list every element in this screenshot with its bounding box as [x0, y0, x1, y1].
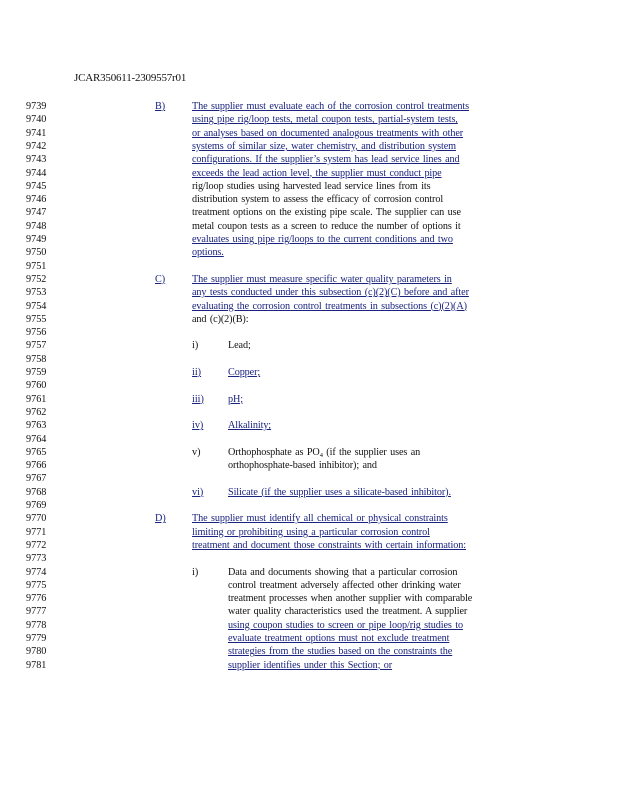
document-line	[26, 539, 606, 552]
line-number: 9742	[26, 140, 47, 152]
line-number: 9751	[26, 260, 47, 272]
list-marker: iii)	[192, 393, 204, 405]
document-line	[26, 592, 606, 605]
document-line	[26, 552, 606, 565]
list-marker: ii)	[192, 367, 202, 378]
document-line	[26, 100, 606, 113]
line-text: orthophosphate-based inhibitor); and	[228, 460, 377, 472]
line-text: options.	[192, 247, 224, 259]
line-number: 9750	[26, 247, 47, 259]
line-number: 9764	[26, 433, 47, 445]
document-line	[26, 379, 606, 392]
line-number: 9753	[26, 287, 47, 299]
line-text: strategies from the studies based on the constraints the	[228, 646, 453, 658]
document-line	[26, 605, 606, 618]
line-text: water quality characteristics used the treatment. A supplier	[228, 606, 468, 618]
line-text: evaluate treatment options must not exclude treatment	[228, 633, 450, 644]
line-number: 9759	[26, 367, 47, 378]
line-number: 9754	[26, 300, 47, 312]
document-line	[26, 206, 606, 219]
line-number: 9763	[26, 420, 47, 432]
document-line	[26, 220, 606, 233]
document-line	[26, 273, 606, 286]
line-text: Copper;	[228, 367, 261, 378]
document-line	[26, 326, 606, 339]
document-line	[26, 446, 606, 459]
line-text: any tests conducted under this subsection (c)(2)(C) before and after	[192, 287, 469, 299]
document-line	[26, 645, 606, 658]
list-marker: B)	[155, 101, 166, 112]
document-line	[26, 406, 606, 419]
line-text: The supplier must measure specific water quality parameters in	[192, 273, 452, 285]
document-line	[26, 619, 606, 632]
line-number: 9769	[26, 500, 47, 511]
document-line	[26, 472, 606, 485]
line-text: Silicate (if the supplier uses a silicate-based inhibitor).	[228, 486, 451, 498]
document-line	[26, 632, 606, 645]
line-number: 9772	[26, 539, 47, 551]
document-line	[26, 486, 606, 499]
line-number: 9746	[26, 194, 47, 206]
document-line	[26, 579, 606, 592]
document-line	[26, 659, 606, 672]
line-number: 9761	[26, 393, 47, 405]
list-marker: v)	[192, 446, 201, 458]
line-number: 9775	[26, 579, 47, 591]
line-number: 9776	[26, 593, 47, 605]
document-line	[26, 366, 606, 379]
document-line	[26, 499, 606, 512]
line-number: 9780	[26, 646, 47, 658]
line-number: 9741	[26, 127, 47, 139]
line-number: 9744	[26, 167, 47, 179]
document-line	[26, 393, 606, 406]
document-line	[26, 339, 606, 352]
line-number: 9740	[26, 114, 47, 126]
line-text: Orthophosphate as $PO_4$ (if the supplier uses an	[228, 446, 421, 459]
document-line	[26, 300, 606, 313]
document-line	[26, 526, 606, 539]
line-number: 9752	[26, 273, 47, 285]
line-text: pH;	[228, 393, 243, 405]
document-line	[26, 153, 606, 166]
line-text: treatment processes when another supplier with comparable	[228, 593, 473, 605]
document-line	[26, 313, 606, 326]
line-text: systems of similar size, water chemistry, and distribution system	[192, 140, 456, 152]
line-number: 9760	[26, 380, 47, 392]
list-marker: D)	[155, 513, 166, 525]
line-number: 9768	[26, 486, 47, 498]
line-text: distribution system to assess the efficacy of corrosion control	[192, 194, 444, 206]
line-number: 9774	[26, 566, 47, 578]
line-text: rig/loop studies using harvested lead service lines from its	[192, 180, 431, 192]
list-marker: vi)	[192, 486, 204, 498]
document-line	[26, 286, 606, 299]
document-line	[26, 140, 606, 153]
line-number: 9773	[26, 553, 47, 565]
line-number: 9770	[26, 513, 47, 525]
line-number: 9779	[26, 633, 47, 644]
document-line	[26, 233, 606, 246]
document-line	[26, 566, 606, 579]
document-line	[26, 512, 606, 525]
line-text: limiting or prohibiting using a particular corrosion control	[192, 526, 430, 538]
line-text: configurations. If the supplier’s system has lead service lines and	[192, 154, 460, 166]
line-text: Alkalinity;	[228, 420, 272, 432]
document-line	[26, 167, 606, 180]
line-number: 9748	[26, 220, 47, 232]
line-text: supplier identifies under this Section; or	[228, 659, 393, 671]
line-text: evaluates using pipe rig/loops to the current conditions and two	[192, 234, 453, 245]
line-text: using coupon studies to screen or pipe loop/rig studies to	[228, 619, 463, 631]
line-text: and (c)(2)(B):	[192, 313, 249, 325]
list-marker: C)	[155, 273, 166, 285]
line-number: 9758	[26, 353, 47, 365]
line-number: 9756	[26, 327, 47, 339]
line-number: 9778	[26, 619, 47, 631]
document-line	[26, 260, 606, 273]
document-line	[26, 113, 606, 126]
document-line	[26, 127, 606, 140]
line-number: 9747	[26, 207, 47, 219]
line-number: 9767	[26, 473, 47, 485]
line-number: 9745	[26, 180, 47, 192]
line-number: 9739	[26, 101, 47, 112]
list-marker: iv)	[192, 420, 204, 432]
line-number: 9755	[26, 313, 47, 325]
line-number: 9743	[26, 154, 47, 166]
line-text: The supplier must evaluate each of the corrosion control treatments	[192, 101, 469, 112]
line-number: 9781	[26, 659, 47, 671]
list-marker: i)	[192, 340, 199, 352]
document-line	[26, 246, 606, 259]
line-text: using pipe rig/loop tests, metal coupon tests, partial-system tests,	[192, 114, 458, 126]
line-number: 9777	[26, 606, 47, 618]
subscript: 4	[319, 451, 323, 459]
line-number: 9771	[26, 526, 47, 538]
line-text: The supplier must identify all chemical or physical constraints	[192, 513, 448, 525]
line-number: 9765	[26, 446, 47, 458]
document-line	[26, 419, 606, 432]
line-text: metal coupon tests as a screen to reduce the number of options it	[192, 220, 461, 232]
line-number: 9749	[26, 234, 47, 245]
document-header: JCAR350611-2309557r01	[74, 72, 187, 84]
line-number: 9766	[26, 460, 47, 472]
document-line	[26, 459, 606, 472]
line-text: Data and documents showing that a particular corrosion	[228, 566, 458, 578]
line-text: control treatment adversely affected other drinking water	[228, 579, 461, 591]
line-text: or analyses based on documented analogous treatments with other	[192, 127, 464, 139]
document-line	[26, 353, 606, 366]
line-number: 9762	[26, 406, 47, 418]
line-number: 9757	[26, 340, 47, 352]
document-line	[26, 193, 606, 206]
line-text: Lead;	[228, 340, 251, 352]
document-line	[26, 433, 606, 446]
document-line	[26, 180, 606, 193]
line-text: treatment and document those constraints with certain information:	[192, 539, 466, 551]
line-text: exceeds the lead action level, the supplier must conduct pipe	[192, 167, 442, 179]
list-marker: i)	[192, 566, 199, 578]
line-text: treatment options on the existing pipe scale. The supplier can use	[192, 207, 461, 219]
line-text: evaluating the corrosion control treatments in subsections (c)(2)(A)	[192, 300, 467, 312]
